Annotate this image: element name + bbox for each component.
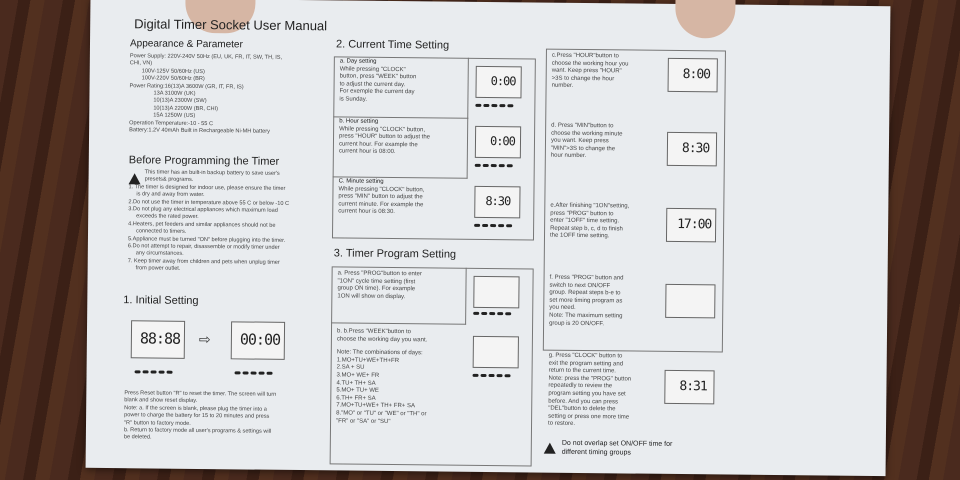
before-line: 4.Heaters, pet feeders and similar appliances should not be xyxy=(128,221,276,229)
text-line: choose the working hour you xyxy=(551,60,629,68)
lcd-hour xyxy=(475,126,521,158)
text-line: Note: press the "PROG" button xyxy=(548,375,632,383)
combo-item: 6.TH+ FR+ SA xyxy=(336,395,376,402)
combo-item: 8."MO" or "TU" or "WE" or "TH" or xyxy=(336,410,427,418)
text-line: button, press "WEEK" button xyxy=(339,73,417,81)
param-line: 10(13)A 2300W (SW) xyxy=(153,97,207,105)
text-line: g. Press "CLOCK" button to xyxy=(548,352,623,360)
lcd-right-d xyxy=(667,132,717,167)
lcd-minute xyxy=(474,186,520,218)
text-line: While pressing "CLOCK" button, xyxy=(339,126,426,133)
combo-note: Note: The combinations of days: xyxy=(336,349,423,357)
right-c-text xyxy=(552,53,662,92)
lcd-digits: 8:31 xyxy=(679,379,707,395)
before-line: from power outlet. xyxy=(135,265,181,273)
text-line: switch to next ON/OFF xyxy=(549,282,611,289)
warning-line: different timing groups xyxy=(561,448,631,457)
button-row xyxy=(473,374,511,377)
text-line: you need. xyxy=(549,305,576,312)
text-line: choose the working minute xyxy=(551,130,623,137)
text-line: before. And you can press xyxy=(548,398,619,405)
combo-item: 5.MO+ TU+ WE xyxy=(336,387,379,395)
text-line: group is 20 ON/OFF. xyxy=(549,320,605,327)
lcd-digits: 88:88 xyxy=(139,329,181,348)
text-line: want. Keep press "HOUR" xyxy=(551,67,622,75)
arrow-icon: ⇨ xyxy=(198,330,211,348)
right-d-text xyxy=(551,123,661,162)
text-line: hour number. xyxy=(550,153,587,160)
combo-item: 1.MO+TU+WE+TH+FR xyxy=(336,357,400,364)
prog-a-text xyxy=(337,270,462,302)
text-line: 1ON will show on display. xyxy=(337,293,406,300)
text-line: press "PROG" button to xyxy=(550,210,614,217)
text-line: exit the program setting and xyxy=(548,360,624,368)
right-f-text xyxy=(549,275,660,329)
before-line: any circumstances. xyxy=(135,250,184,258)
text-line: group ON time). For example xyxy=(337,285,416,293)
initial-line: blank and show reset display. xyxy=(124,397,198,405)
text-line: press "HOUR" button to adjust the xyxy=(339,133,431,141)
text-line: >3S to change the hour xyxy=(551,75,615,83)
before-line: presets& programs. xyxy=(144,176,194,184)
right-g-text xyxy=(548,353,659,430)
text-line: to restore. xyxy=(548,420,576,428)
day-setting-title: a. Day setting xyxy=(339,58,377,65)
text-line: c.Press "HOUR"button to xyxy=(551,52,619,60)
param-line: Operation Temperature:-10 - 55 C xyxy=(129,119,214,127)
text-line: enter "1OFF" time setting. xyxy=(550,217,620,225)
param-line: 10(13)A 2200W (BR, CHI) xyxy=(153,105,219,113)
text-line: "MIN">3S to change the xyxy=(550,145,616,153)
lcd-full xyxy=(131,320,185,359)
initial-line: "R" button to factory mode. xyxy=(124,419,191,427)
before-line: 7. Keep timer away from children and pets when unplug timer xyxy=(127,258,280,266)
combo-item: 4.TU+ TH+ SA xyxy=(336,379,376,387)
text-line: repeatedly to review the xyxy=(548,383,613,390)
before-line: 2.Do not use the timer in temperature above 55 C or below -10 C xyxy=(128,198,290,207)
button-row xyxy=(474,224,512,227)
minute-setting-title: C. Minute setting xyxy=(338,178,384,185)
day-setting-text xyxy=(339,58,464,105)
text-line: return to the current time. xyxy=(548,367,617,375)
button-row xyxy=(475,164,513,167)
combo-item: 3.MO+ WE+ FR xyxy=(336,372,380,379)
text-line: to adjust the current day. xyxy=(339,81,406,88)
lcd-digits: 8:30 xyxy=(485,193,511,209)
initial-line: be deleted. xyxy=(123,434,152,441)
lcd-digits: 17:00 xyxy=(677,216,712,233)
text-line: is Sunday. xyxy=(339,96,368,103)
text-line: number. xyxy=(551,83,574,90)
overlap-warning xyxy=(562,439,722,459)
manual-sheet xyxy=(86,0,891,476)
section-initial: 1. Initial Setting xyxy=(123,294,199,307)
text-line: b. b.Press "WEEK"button to xyxy=(336,328,411,336)
lcd-day xyxy=(475,66,521,98)
hour-setting-title: b. Hour setting xyxy=(339,118,379,125)
param-line: Power Supply: 220V-240V 50Hz (EU, UK, FR, IT, SW, TH, IS, xyxy=(129,53,283,61)
text-line: the 1OFF time setting. xyxy=(549,233,610,240)
section-appearance: Appearance & Parameter xyxy=(129,38,243,51)
before-line: is dry and away from water. xyxy=(136,191,205,199)
text-line: For exemple the current day xyxy=(339,88,415,96)
text-line: While pressing "CLOCK" xyxy=(339,66,406,73)
text-line: While pressing "CLOCK" button, xyxy=(338,186,425,193)
param-line: 100V-220V 50/60Hz (BR) xyxy=(141,75,205,83)
text-line: set more timing program as xyxy=(549,297,623,305)
combo-item: "FR" or "SA" or "SU" xyxy=(336,417,391,425)
thumb-right xyxy=(675,0,735,39)
param-line: Battery:1.2V 40mAh Built in Rechargeable Ni-MH battery xyxy=(129,127,270,135)
param-line: Power Rating:16(13)A 3600W (GR, IT, FR, IS) xyxy=(129,82,244,91)
lcd-right-g xyxy=(664,370,714,405)
lcd-prog-a xyxy=(473,276,519,308)
before-line: connected to timers. xyxy=(136,228,187,236)
text-line: e.After finishing "1ON"setting, xyxy=(550,202,630,210)
param-line: 15A 1250W (US) xyxy=(153,112,196,120)
before-line: This timer has an built-in backup battery to save user's xyxy=(144,169,280,177)
lcd-right-f xyxy=(665,284,715,319)
lcd-right-c xyxy=(668,58,718,93)
warning-line: Do not overlap set ON/OFF time for xyxy=(561,439,673,448)
params-list xyxy=(129,53,340,137)
before-list xyxy=(128,169,339,275)
button-row xyxy=(235,371,273,374)
text-line: choose the working day you want. xyxy=(336,336,428,343)
text-line: d. Press "MIN"button to xyxy=(551,122,614,130)
text-line: program setting you have set xyxy=(548,390,626,398)
text-line: Repeat step b, c, d to finish xyxy=(550,225,623,233)
text-line: press "MIN" button to adjust the xyxy=(338,193,423,201)
manual-title: Digital Timer Socket User Manual xyxy=(134,16,328,34)
before-line: exceeds the rated power. xyxy=(136,213,199,221)
text-line: "DEL"button to delete the xyxy=(548,405,616,413)
warning-icon xyxy=(544,443,556,454)
initial-line: b. Return to factory mode all user's programs & settings will xyxy=(123,427,272,435)
text-line: Note: The maximum setting xyxy=(549,312,623,320)
before-line: 3.Do not plug any electrical appliances which maximum load xyxy=(128,206,278,214)
param-line: 13A 3100W (UK) xyxy=(153,90,196,97)
text-line: a. Press "PROG"button to enter xyxy=(337,270,422,278)
text-line: group. Repeat steps b-e to xyxy=(549,289,621,297)
text-line: current hour is 08:30. xyxy=(338,208,395,216)
lcd-prog-b xyxy=(473,336,519,368)
text-line: you want. Keep press xyxy=(550,137,609,145)
combo-item: 7.MO+TU+WE+ TH+ FR+ SA xyxy=(336,402,416,410)
text-line: current minute. For example the xyxy=(338,201,424,209)
before-line: 5.Appliance must be turned "ON" before plugging into the timer. xyxy=(127,235,286,244)
text-line: f. Press "PROG" button and xyxy=(549,274,624,282)
right-e-text xyxy=(550,203,660,242)
lcd-digits: 0:00 xyxy=(489,134,515,149)
section-program: 3. Timer Program Setting xyxy=(333,247,457,261)
text-line: setting or press one more time xyxy=(548,413,630,421)
text-line: current hour. For example the xyxy=(338,141,418,149)
button-row xyxy=(473,312,511,315)
param-line: 100V-125V 50/60Hz (US) xyxy=(141,68,205,75)
lcd-right-e xyxy=(666,208,716,243)
lcd-reset xyxy=(231,321,285,360)
initial-line: power to charge the battery for 15 to 20 minutes and press xyxy=(124,412,270,420)
button-row xyxy=(135,370,173,373)
combo-item: 2.SA + SU xyxy=(336,364,365,372)
section-before: Before Programming the Timer xyxy=(128,154,280,168)
initial-text xyxy=(124,390,335,444)
text-line: current hour is 08:00. xyxy=(338,148,396,156)
before-line: 1. The timer is designed for indoor use, please ensure the timer xyxy=(128,184,286,192)
lcd-digits: 00:00 xyxy=(239,330,281,349)
button-row xyxy=(475,104,513,107)
param-line: CHI, VN) xyxy=(129,60,153,67)
prog-b-text xyxy=(336,328,467,426)
lcd-digits: 8:00 xyxy=(682,67,711,83)
lcd-digits: 0:00 xyxy=(490,74,516,89)
minute-setting-text xyxy=(338,178,463,217)
text-line: "1ON" cycle time setting (first xyxy=(337,278,416,285)
initial-line: Press Reset button "R" to reset the timer. The screen will turn xyxy=(124,390,277,398)
hour-setting-text xyxy=(339,118,464,157)
before-line: 6.Do not attempt to repair, disassemble or modify timer under xyxy=(127,243,280,251)
lcd-digits: 8:30 xyxy=(681,141,710,157)
section-current: 2. Current Time Setting xyxy=(335,38,450,52)
initial-line: Note: a. If the screen is blank, please plug the timer into a xyxy=(124,405,267,413)
